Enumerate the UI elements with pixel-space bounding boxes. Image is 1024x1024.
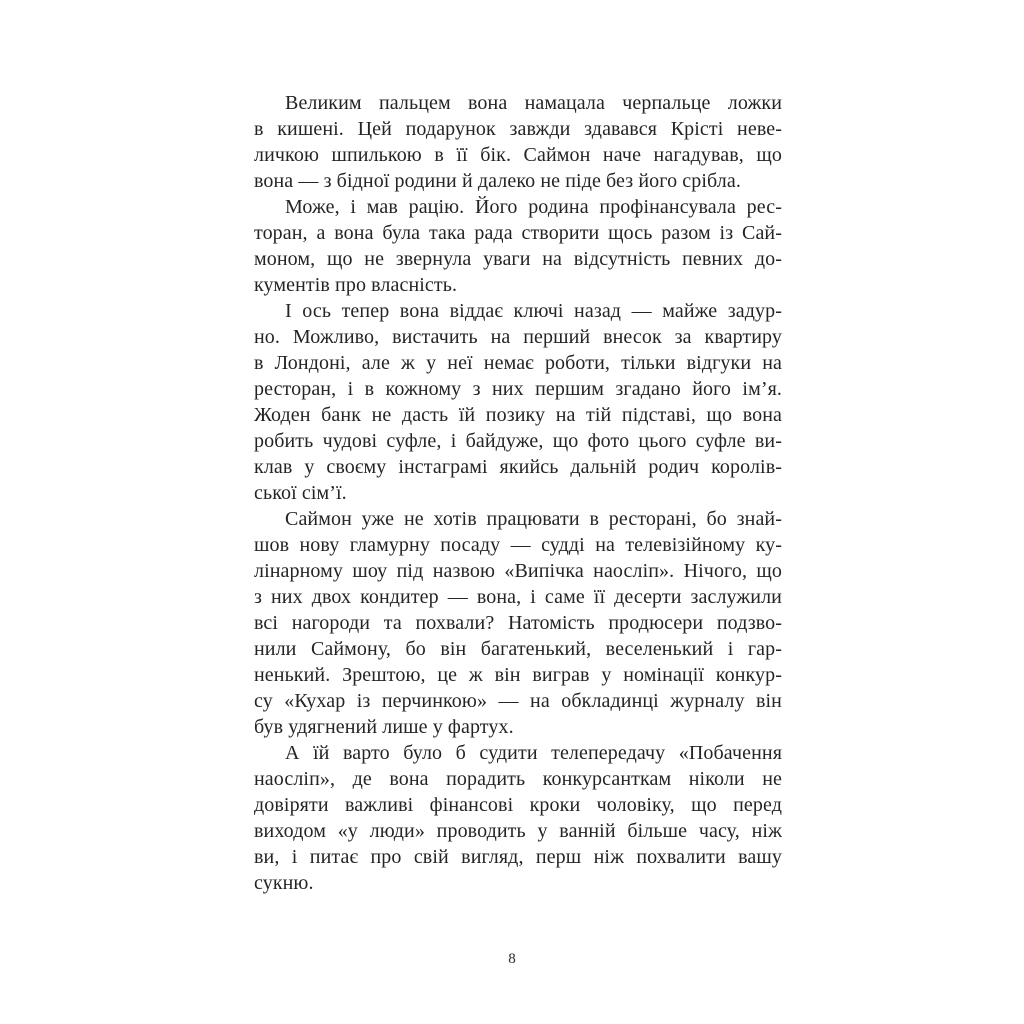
text-line: но. Можливо, вистачить на перший внесок за квартиру — [254, 326, 782, 348]
text-line: в Лондоні, але ж у неї немає роботи, тільки відгуки на — [254, 352, 782, 374]
paragraph — [254, 298, 782, 506]
paragraph — [254, 740, 782, 896]
paragraph — [254, 194, 782, 298]
text-line: сукню. — [254, 872, 314, 894]
paragraph — [254, 90, 782, 194]
text-line: наосліп», де вона порадить конкурсанткам ніколи не — [254, 768, 782, 790]
text-line: довіряти важливі фінансові кроки чоловіку, що перед — [254, 794, 782, 816]
text-line: А їй варто було б судити телепередачу «Побачення — [285, 742, 782, 764]
text-line: клав у своєму інстаграмі якийсь дальній родич королів- — [254, 456, 782, 478]
text-line: Може, і мав рацію. Його родина профінансувала рес- — [285, 196, 782, 218]
text-line: су «Кухар із перчинкою» — на обкладинці журналу він — [254, 690, 782, 712]
text-line: ресторан, і в кожному з них першим згадано його ім’я. — [254, 378, 782, 400]
paragraph — [254, 506, 782, 740]
text-line: Великим пальцем вона намацала черпальце ложки — [285, 92, 782, 114]
text-line: ненький. Зрештою, це ж він виграв у номінації конкур- — [254, 664, 782, 686]
text-line: Саймон уже не хотів працювати в ресторані, бо знай- — [285, 508, 782, 530]
text-line: вона — з бідної родини й далеко не піде без його срібла. — [254, 170, 741, 192]
text-block — [254, 90, 782, 896]
text-line: шов нову гламурну посаду — судді на телевізійному ку- — [254, 534, 782, 556]
text-line: ської сім’ї. — [254, 482, 347, 504]
text-line: кументів про власність. — [254, 274, 458, 296]
text-line: І ось тепер вона віддає ключі назад — майже задур- — [285, 300, 782, 322]
text-line: ви, і питає про свій вигляд, перш ніж похвалити вашу — [254, 846, 782, 868]
text-line: був удягнений лише у фартух. — [254, 716, 514, 738]
text-line: виходом «у люди» проводить у ванній більше часу, ніж — [254, 820, 782, 842]
text-line: Жоден банк не дасть їй позику на тій підставі, що вона — [254, 404, 782, 426]
text-line: лінарному шоу під назвою «Випічка наосліп». Нічого, що — [254, 560, 782, 582]
text-line: моном, що не звернула уваги на відсутність певних до- — [254, 248, 782, 270]
text-line: в кишені. Цей подарунок завжди здавався Крісті неве- — [254, 118, 782, 140]
text-line: з них двох кондитер — вона, і саме її десерти заслужили — [254, 586, 782, 608]
text-line: робить чудові суфле, і байдуже, що фото цього суфле ви- — [254, 430, 782, 452]
text-line: нили Саймону, бо він багатенький, веселенький і гар- — [254, 638, 782, 660]
text-line: личкою шпилькою в її бік. Саймон наче нагадував, що — [254, 144, 782, 166]
page-number: 8 — [508, 951, 516, 967]
text-line: торан, а вона була така рада створити щось разом із Сай- — [254, 222, 782, 244]
text-line: всі нагороди та похвали? Натомість продюсери подзво- — [254, 612, 782, 634]
